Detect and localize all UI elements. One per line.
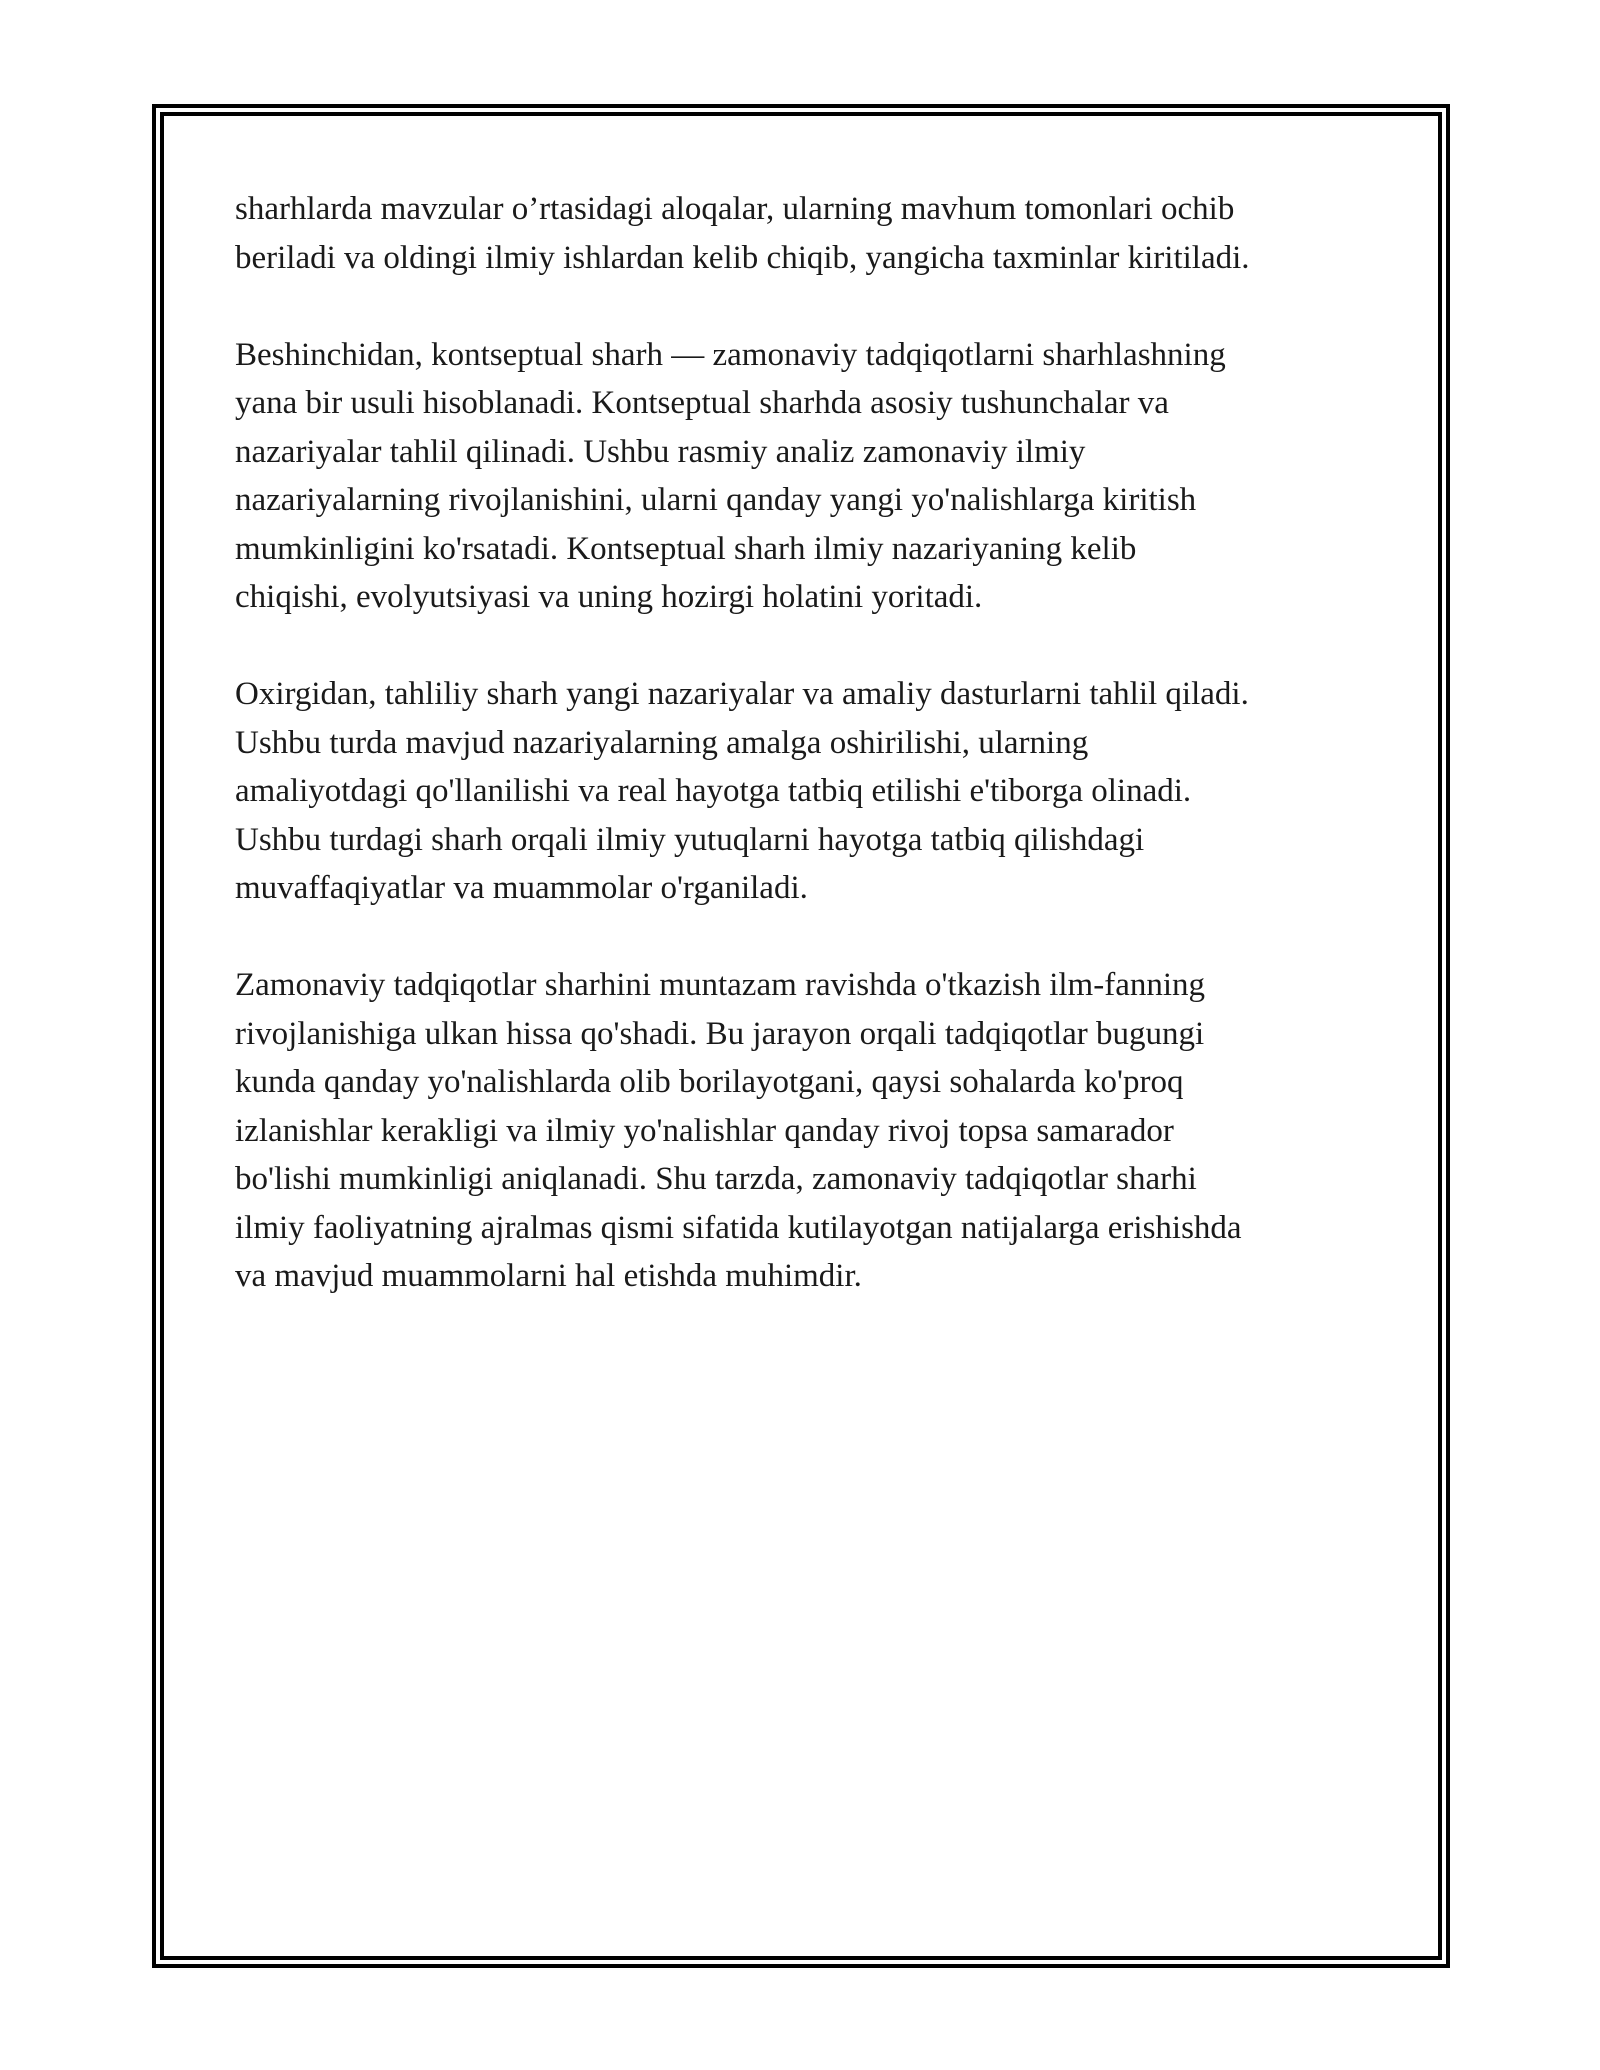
- paragraph-3: [235, 670, 1375, 913]
- paragraph-2-line-3: nazariyalar tahlil qilinadi. Ushbu rasmiy analiz zamonaviy ilmiy: [235, 433, 1086, 470]
- paragraph-2-line-1: Beshinchidan, kontseptual sharh — zamonaviy tadqiqotlarni sharhlashning: [235, 336, 1226, 373]
- paragraph-4-line-7: va mavjud muammolarni hal etishda muhimdir.: [235, 1258, 862, 1294]
- paragraph-3-line-5: muvaffaqiyatlar va muammolar o'rganiladi.: [235, 870, 808, 906]
- paragraph-4-line-6: ilmiy faoliyatning ajralmas qismi sifatida kutilayotgan natijalarga erishishda: [235, 1209, 1242, 1246]
- paragraph-2-line-5: mumkinligini ko'rsatadi. Kontseptual sharh ilmiy nazariyaning kelib: [235, 530, 1137, 567]
- paragraph-2-line-4: nazariyalarning rivojlanishini, ularni qanday yangi yo'nalishlarga kiritish: [235, 482, 1197, 518]
- paragraph-2-line-2: yana bir usuli hisoblanadi. Kontseptual sharhda asosiy tushunchalar va: [235, 385, 1169, 421]
- paragraph-3-line-3: amaliyotdagi qo'llanilishi va real hayotga tatbiq etilishi e'tiborga olinadi.: [235, 773, 1192, 809]
- paragraph-3-line-1: Oxirgidan, tahliliy sharh yangi nazariyalar va amaliy dasturlarni tahlil qiladi.: [235, 676, 1249, 712]
- paragraph-4-line-3: kunda qanday yo'nalishlarda olib borilayotgani, qaysi sohalarda ko'proq: [235, 1064, 1184, 1100]
- paragraph-2: [235, 331, 1375, 622]
- paragraph-4-line-4: izlanishlar kerakligi va ilmiy yo'nalishlar qanday rivoj topsa samarador: [235, 1112, 1174, 1149]
- paragraph-1-line-1: sharhlarda mavzular o’rtasidagi aloqalar, ularning mavhum tomonlari ochib: [235, 191, 1235, 227]
- paragraph-4-line-1: Zamonaviy tadqiqotlar sharhini muntazam ravishda o'tkazish ilm-fanning: [235, 967, 1206, 1003]
- paragraph-2-line-6: chiqishi, evolyutsiyasi va uning hozirgi holatini yoritadi.: [235, 579, 983, 615]
- paragraph-4-line-2: rivojlanishiga ulkan hissa qo'shadi. Bu jarayon orqali tadqiqotlar bugungi: [235, 1015, 1205, 1052]
- paragraph-4: [235, 961, 1375, 1301]
- paragraph-3-line-2: Ushbu turda mavjud nazariyalarning amalga oshirilishi, ularning: [235, 724, 1089, 761]
- paragraph-1: [235, 185, 1375, 282]
- page-body-text: [235, 185, 1375, 1349]
- paragraph-4-line-5: bo'lishi mumkinligi aniqlanadi. Shu tarzda, zamonaviy tadqiqotlar sharhi: [235, 1161, 1197, 1197]
- paragraph-3-line-4: Ushbu turdagi sharh orqali ilmiy yutuqlarni hayotga tatbiq qilishdagi: [235, 821, 1145, 858]
- paragraph-1-line-2: beriladi va oldingi ilmiy ishlardan kelib chiqib, yangicha taxminlar kiritiladi.: [235, 239, 1250, 276]
